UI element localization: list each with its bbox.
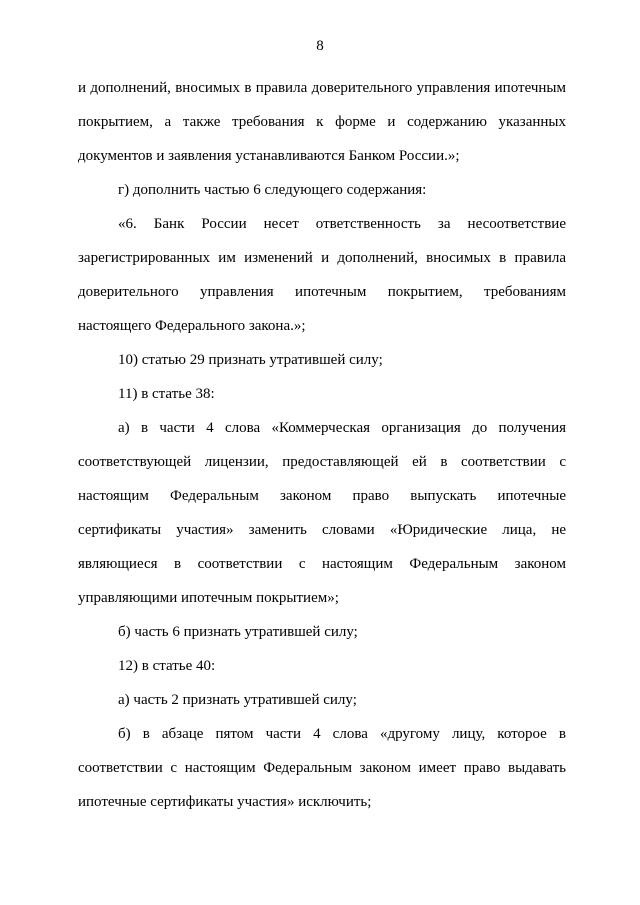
text-line: «6. Банк России несет ответственность за несоответствие	[118, 216, 566, 232]
text-line: 11) в статье 38:	[118, 386, 215, 402]
text-line: настоящего Федерального закона.»;	[78, 318, 306, 334]
text-line: 10) статью 29 признать утратившей силу;	[118, 352, 383, 368]
text-line: 12) в статье 40:	[118, 658, 216, 674]
text-line: и дополнений, вносимых в правила доверительного управления ипотечным	[78, 80, 566, 96]
text-line: сертификаты участия» заменить словами «Юридические лица, не	[78, 522, 566, 538]
text-line: ипотечные сертификаты участия» исключить;	[78, 794, 372, 810]
text-line: зарегистрированных им изменений и дополнений, вносимых в правила	[78, 250, 566, 266]
text-line: соответствии с настоящим Федеральным законом имеет право выдавать	[78, 760, 566, 776]
text-line: б) часть 6 признать утратившей силу;	[118, 624, 358, 640]
text-line: управляющими ипотечным покрытием»;	[78, 590, 339, 606]
text-line: а) часть 2 признать утратившей силу;	[118, 692, 357, 708]
text-line: настоящим Федеральным законом право выпускать ипотечные	[78, 488, 566, 504]
text-line: покрытием, а также требования к форме и содержанию указанных	[78, 114, 566, 130]
text-line: документов и заявления устанавливаются Банком России.»;	[78, 148, 460, 164]
text-line: соответствующей лицензии, предоставляющей ей в соответствии с	[78, 454, 566, 470]
page-number: 8	[316, 38, 324, 54]
text-line: а) в части 4 слова «Коммерческая организация до получения	[118, 420, 566, 436]
text-line: б) в абзаце пятом части 4 слова «другому лицу, которое в	[118, 726, 566, 742]
text-line: являющиеся в соответствии с настоящим Федеральным законом	[78, 556, 566, 572]
text-line: г) дополнить частью 6 следующего содержания:	[118, 182, 427, 198]
text-line: доверительного управления ипотечным покрытием, требованиям	[78, 284, 566, 300]
